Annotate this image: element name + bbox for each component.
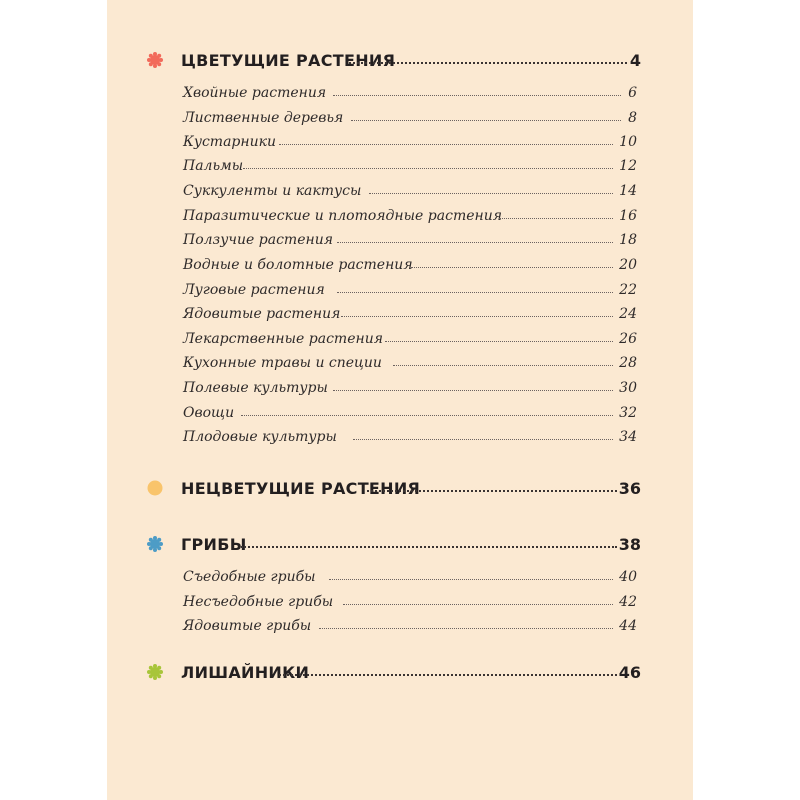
dot-leader <box>333 390 613 391</box>
entry-label: Водные и болотные растения <box>183 257 413 273</box>
dot-leader <box>385 341 613 342</box>
toc-section[interactable] <box>107 48 693 76</box>
entry-label: Пальмы <box>183 158 244 174</box>
page-number: 28 <box>619 355 637 371</box>
book-page <box>107 0 693 800</box>
toc-entry[interactable] <box>107 279 693 303</box>
dot-leader <box>241 415 613 416</box>
entry-label: Съедобные грибы <box>183 569 316 585</box>
section-title: ЛИШАЙНИКИ <box>181 663 310 682</box>
page-number: 42 <box>619 594 637 610</box>
page-number: 24 <box>619 306 637 322</box>
page-number: 34 <box>619 429 637 445</box>
toc-entry[interactable] <box>107 229 693 253</box>
dot-leader <box>243 168 613 169</box>
page-number: 22 <box>619 282 637 298</box>
page-number: 40 <box>619 569 637 585</box>
toc-entry[interactable] <box>107 352 693 376</box>
toc-entry[interactable] <box>107 180 693 204</box>
page-number: 20 <box>619 257 637 273</box>
flower-bullet-icon <box>147 536 163 552</box>
entry-label: Ядовитые растения <box>183 306 341 322</box>
entry-label: Ядовитые грибы <box>183 618 312 634</box>
entry-label: Овощи <box>183 405 235 421</box>
entry-label: Хвойные растения <box>183 85 327 101</box>
dot-leader <box>351 120 621 121</box>
dot-leader <box>279 144 613 145</box>
page-number: 16 <box>619 208 637 224</box>
toc-entry[interactable] <box>107 426 693 450</box>
entry-label: Кухонные травы и специи <box>183 355 382 371</box>
dot-leader <box>241 546 617 548</box>
entry-label: Полевые культуры <box>183 380 328 396</box>
entry-label: Кустарники <box>183 134 276 150</box>
page-number: 38 <box>618 535 641 554</box>
dot-leader <box>333 95 621 96</box>
toc-entry[interactable] <box>107 254 693 278</box>
entry-label: Ползучие растения <box>183 232 333 248</box>
toc-entry[interactable] <box>107 615 693 639</box>
toc-entry[interactable] <box>107 155 693 179</box>
page-number: 32 <box>619 405 637 421</box>
circle-bullet-icon <box>147 480 163 496</box>
toc-entry[interactable] <box>107 107 693 131</box>
toc-entry[interactable] <box>107 131 693 155</box>
toc-entry[interactable] <box>107 402 693 426</box>
flower-bullet-icon <box>147 52 163 68</box>
dot-leader <box>411 267 613 268</box>
entry-label: Плодовые культуры <box>183 429 337 445</box>
section-title: ЦВЕТУЩИЕ РАСТЕНИЯ <box>181 51 396 70</box>
dot-leader <box>353 439 613 440</box>
entry-label: Паразитические и плотоядные растения <box>183 208 503 224</box>
toc-entry[interactable] <box>107 377 693 401</box>
toc-section[interactable] <box>107 660 693 688</box>
page-number: 4 <box>629 51 641 70</box>
dot-leader <box>341 316 613 317</box>
toc-entry[interactable] <box>107 591 693 615</box>
dot-leader <box>369 193 613 194</box>
toc-entry[interactable] <box>107 205 693 229</box>
toc-section[interactable] <box>107 476 693 504</box>
page-number: 44 <box>619 618 637 634</box>
page-number: 14 <box>619 183 637 199</box>
table-of-contents <box>107 0 693 800</box>
dot-leader <box>393 365 613 366</box>
page-number: 36 <box>618 479 641 498</box>
toc-entry[interactable] <box>107 328 693 352</box>
dot-leader <box>329 579 613 580</box>
flower-bullet-icon <box>147 664 163 680</box>
dot-leader <box>319 628 613 629</box>
entry-label: Несъедобные грибы <box>183 594 334 610</box>
entry-label: Лиственные деревья <box>183 110 344 126</box>
page-number: 10 <box>619 134 637 150</box>
page-number: 46 <box>618 663 641 682</box>
dot-leader <box>337 242 613 243</box>
entry-label: Суккуленты и кактусы <box>183 183 362 199</box>
toc-entry[interactable] <box>107 566 693 590</box>
toc-entry[interactable] <box>107 82 693 106</box>
dot-leader <box>349 62 627 64</box>
section-title: ГРИБЫ <box>181 535 247 554</box>
dot-leader <box>279 674 617 676</box>
page-number: 12 <box>619 158 637 174</box>
dot-leader <box>343 604 613 605</box>
dot-leader <box>367 490 617 492</box>
dot-leader <box>499 218 613 219</box>
page-number: 8 <box>628 110 637 126</box>
entry-label: Луговые растения <box>183 282 325 298</box>
toc-section[interactable] <box>107 532 693 560</box>
toc-entry[interactable] <box>107 303 693 327</box>
page-number: 18 <box>619 232 637 248</box>
entry-label: Лекарственные растения <box>183 331 383 347</box>
page-number: 26 <box>619 331 637 347</box>
page-number: 30 <box>619 380 637 396</box>
page-number: 6 <box>628 85 637 101</box>
section-title: НЕЦВЕТУЩИЕ РАСТЕНИЯ <box>181 479 421 498</box>
dot-leader <box>337 292 613 293</box>
